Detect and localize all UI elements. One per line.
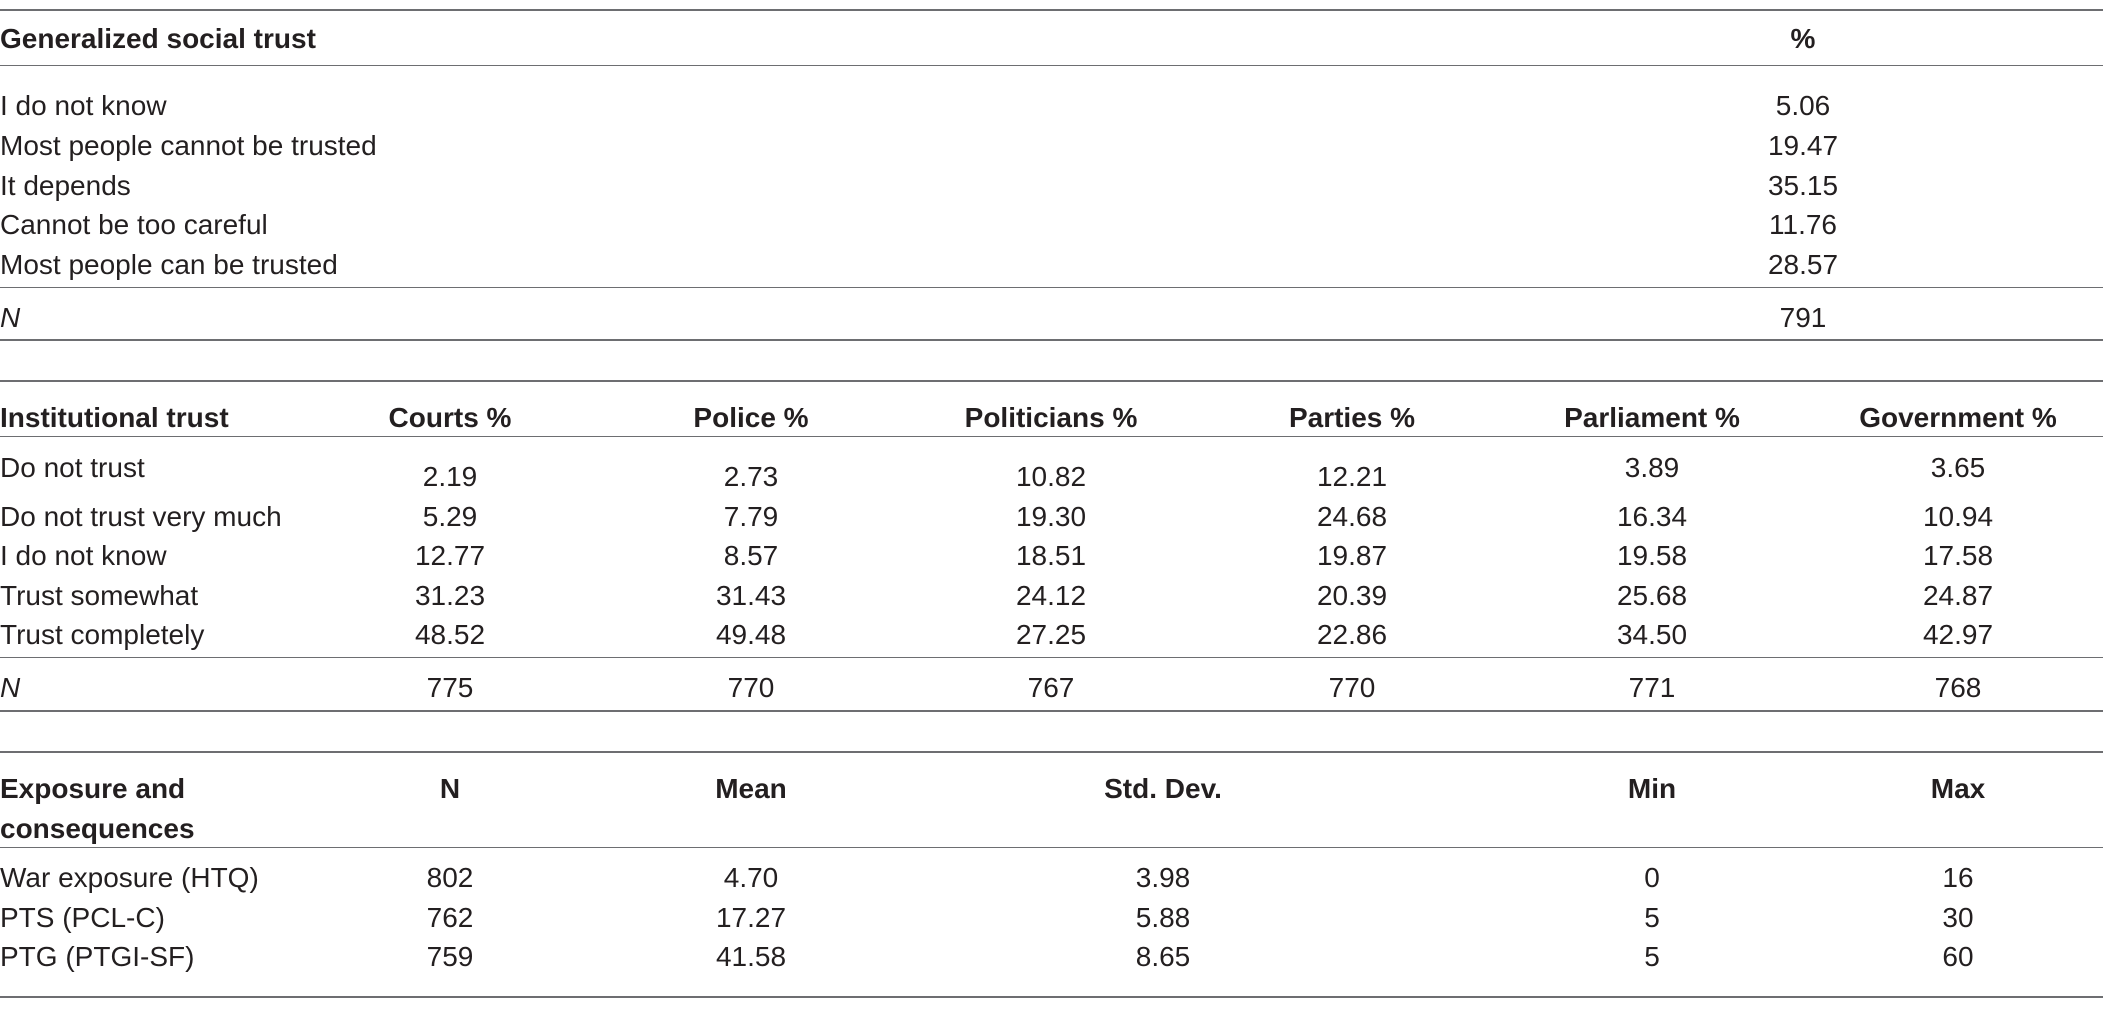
column-header-n: N [439, 773, 461, 804]
table-cell: 8.57 [723, 540, 779, 571]
column-header-courts: Courts % [388, 402, 512, 433]
table-cell: 5.88 [1135, 902, 1191, 933]
percent-header-underline [1503, 65, 2103, 66]
table-cell: 12.77 [414, 540, 486, 571]
table-cell: 802 [426, 862, 474, 893]
table-row-label: Most people can be trusted [0, 249, 338, 280]
table-cell: 35.15 [1767, 170, 1839, 201]
generalized-trust-header: Generalized social trust [0, 23, 316, 54]
table-row-label: Trust completely [0, 619, 205, 650]
table-cell: 7.79 [723, 501, 779, 532]
column-header-politicians: Politicians % [964, 402, 1138, 433]
exposure-header-line2: consequences [0, 813, 195, 844]
n-value: 771 [1628, 672, 1676, 703]
table-row-label: PTS (PCL-C) [0, 902, 165, 933]
table-row-label: Trust somewhat [0, 580, 199, 611]
table-cell: 11.76 [1769, 209, 1837, 240]
column-header-mean: Mean [715, 773, 787, 804]
table-cell: 19.58 [1616, 540, 1688, 571]
table-cell: 19.30 [1015, 501, 1087, 532]
table-cell: 24.68 [1316, 501, 1388, 532]
table-row-label: It depends [0, 170, 131, 201]
table-cell: 762 [426, 902, 474, 933]
table-cell: 2.19 [422, 461, 478, 492]
table-cell: 8.65 [1135, 941, 1191, 972]
table-cell: 17.27 [715, 902, 787, 933]
institutional-label-underline [0, 436, 300, 437]
generalized-bottom-rule [0, 339, 2103, 341]
table-cell: 5.29 [422, 501, 478, 532]
institutional-columns-underline [300, 436, 2103, 437]
column-header-parliament: Parliament % [1564, 402, 1740, 433]
column-header-police: Police % [693, 402, 809, 433]
table-cell: 16 [1942, 862, 1974, 893]
institutional-top-rule [0, 380, 2103, 382]
n-value: 768 [1934, 672, 1982, 703]
table-cell: 10.94 [1922, 501, 1994, 532]
table-cell: 30 [1942, 902, 1974, 933]
table-cell: 34.50 [1616, 619, 1688, 650]
column-header-max: Max [1930, 773, 1986, 804]
table-row-label: Cannot be too careful [0, 209, 268, 240]
table-row-label: Do not trust [0, 452, 145, 483]
table-cell: 3.65 [1930, 452, 1986, 483]
generalized-header-underline [0, 65, 1503, 66]
table-row-label: War exposure (HTQ) [0, 862, 259, 893]
institutional-trust-header: Institutional trust [0, 402, 229, 433]
top-rule [0, 9, 2103, 11]
table-cell: 3.89 [1624, 452, 1680, 483]
table-cell: 17.58 [1922, 540, 1994, 571]
table-cell: 5.06 [1775, 90, 1831, 121]
percent-column-header: % [1790, 23, 1816, 54]
n-label: N [0, 302, 21, 333]
exposure-header-line1: Exposure and [0, 773, 186, 804]
table-cell: 19.47 [1767, 130, 1839, 161]
table-cell: 759 [426, 941, 474, 972]
table-cell: 18.51 [1015, 540, 1087, 571]
table-cell: 48.52 [414, 619, 486, 650]
table-cell: 49.48 [715, 619, 787, 650]
table-row-label: Most people cannot be trusted [0, 130, 377, 161]
n-value: 775 [426, 672, 474, 703]
column-header-min: Min [1627, 773, 1677, 804]
table-cell: 3.98 [1135, 862, 1191, 893]
n-value: 791 [1779, 302, 1827, 333]
n-label: N [0, 672, 21, 703]
table-cell: 31.23 [414, 580, 486, 611]
table-cell: 22.86 [1316, 619, 1388, 650]
table-cell: 16.34 [1616, 501, 1688, 532]
table-cell: 12.21 [1316, 461, 1388, 492]
exposure-header-underline [0, 847, 2103, 848]
table-cell: 28.57 [1767, 249, 1839, 280]
table-row-label: PTG (PTGI-SF) [0, 941, 195, 972]
institutional-n-divider [0, 657, 2103, 658]
table-cell: 2.73 [723, 461, 779, 492]
table-cell: 10.82 [1015, 461, 1087, 492]
table-cell: 4.70 [723, 862, 779, 893]
n-value: 767 [1027, 672, 1075, 703]
table-cell: 25.68 [1616, 580, 1688, 611]
table-cell: 41.58 [715, 941, 787, 972]
table-cell: 24.12 [1015, 580, 1087, 611]
exposure-top-rule [0, 751, 2103, 753]
table-cell: 27.25 [1015, 619, 1087, 650]
table-cell: 5 [1644, 941, 1660, 972]
column-header-parties: Parties % [1288, 402, 1416, 433]
table-cell: 42.97 [1922, 619, 1994, 650]
table-row-label: I do not know [0, 540, 167, 571]
n-value: 770 [1328, 672, 1376, 703]
table-cell: 5 [1644, 902, 1660, 933]
table-cell: 31.43 [715, 580, 787, 611]
column-header-government: Government % [1859, 402, 2057, 433]
table-row-label: Do not trust very much [0, 501, 282, 532]
table-cell: 0 [1644, 862, 1660, 893]
table-row-label: I do not know [0, 90, 167, 121]
generalized-n-divider [0, 287, 2103, 288]
institutional-bottom-rule [0, 710, 2103, 712]
table-cell: 19.87 [1316, 540, 1388, 571]
bottom-rule [0, 996, 2103, 998]
table-cell: 60 [1942, 941, 1974, 972]
table-cell: 20.39 [1316, 580, 1388, 611]
n-value: 770 [727, 672, 775, 703]
table-cell: 24.87 [1922, 580, 1994, 611]
column-header-std-dev: Std. Dev. [1104, 773, 1222, 804]
